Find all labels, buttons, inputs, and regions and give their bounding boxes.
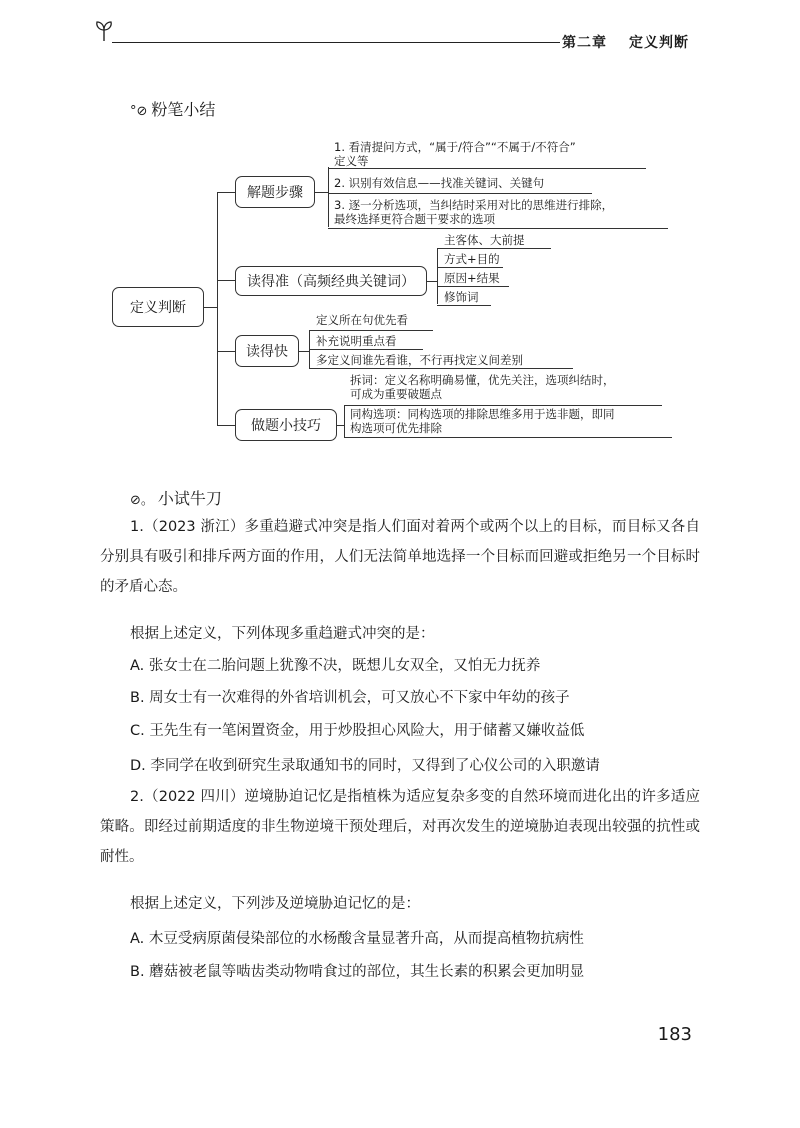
branch-node: [235, 176, 315, 208]
leaf-item: [334, 198, 613, 226]
leaf-line: 拆词：定义名称明确易懂，优先关注，选项纠结时，: [350, 373, 615, 387]
leaf-item: [316, 334, 397, 348]
header-rule: [112, 42, 560, 43]
leaf-line: 1. 看清提问方式，“属于/符合”“不属于/不符合”: [334, 140, 576, 154]
option-b: B. 周女士有一次难得的外省培训机会，可又放心不下家中年幼的孩子: [130, 690, 570, 706]
leaf-item: [444, 271, 500, 285]
pen-icon: ⊘。: [130, 493, 154, 508]
question-2-stem: 2.（2022 四川）逆境胁迫记忆是指植株为适应复杂多变的自然环境而进化出的许多适应策略。即经过前期适度的非生物逆境干预处理后，对再次发生的逆境胁迫表现出较强的抗性或耐性。: [100, 789, 700, 865]
chalk-icon: °⊘: [130, 104, 148, 119]
leaf-underline: [309, 349, 423, 350]
leaf-line: 定义所在句优先看: [316, 313, 408, 327]
leaf-underline: [437, 286, 509, 287]
leaf-line: 方式+目的: [444, 252, 500, 266]
leaf-underline: [437, 267, 503, 268]
branch-node: [235, 266, 427, 296]
practice-heading: [130, 486, 222, 509]
chapter-title: 定义判断: [629, 35, 689, 51]
leaf-bracket: [437, 248, 438, 304]
option-a: A. 木豆受病原菌侵染部位的水杨酸含量显著升高，从而提高植物抗病性: [130, 931, 584, 947]
branch-connector: [217, 351, 235, 352]
leaf-underline: [344, 405, 662, 406]
leaf-item: [316, 313, 408, 327]
root-node: [112, 287, 204, 327]
leaf-underline: [328, 193, 592, 194]
branch-label: 解题步骤: [247, 185, 303, 201]
leaf-underline: [328, 228, 668, 229]
question-1-stem: 1.（2023 浙江）多重趋避式冲突是指人们面对着两个或两个以上的目标，而目标又各自分别具有吸引和排斥两方面的作用，人们无法简单地选择一个目标而回避或拒绝另一个目标时的矛盾心态。: [100, 519, 700, 595]
leaf-line: 同构选项：同构选项的排除思维多用于选非题，即同: [350, 407, 615, 421]
chapter-label: 第二章: [562, 35, 607, 51]
question-2-prompt: 根据上述定义，下列涉及逆境胁迫记忆的是：: [130, 896, 420, 912]
leaf-bracket: [328, 167, 329, 227]
branch-label: 读得准（高频经典关键词）: [247, 274, 415, 290]
leaf-item: [316, 353, 523, 367]
option-a: A. 张女士在二胎问题上犹豫不决，既想儿女双全，又怕无力抚养: [130, 658, 541, 674]
leaf-line: 原因+结果: [444, 271, 500, 285]
leaf-item: [334, 176, 544, 190]
branch-node: [235, 409, 337, 441]
leaf-underline: [344, 437, 672, 438]
option-b: B. 蘑菇被老鼠等啮齿类动物啃食过的部位，其生长素的积累会更加明显: [130, 964, 585, 980]
leaf-line: 可成为重要破题点: [350, 387, 442, 401]
leaf-item: [350, 373, 615, 401]
leaf-line: 修饰词: [444, 290, 479, 304]
root-connector: [204, 307, 218, 308]
leaf-underline: [328, 168, 646, 169]
leaf-item: [444, 233, 525, 247]
option-d: D. 李同学在收到研究生录取通知书的同时，又得到了心仪公司的入职邀请: [130, 758, 600, 774]
leaf-underline: [437, 248, 551, 249]
leaf-line: 补充说明重点看: [316, 334, 397, 348]
leaf-underline: [309, 330, 433, 331]
practice-title: 小试牛刀: [157, 489, 222, 508]
leaf-line: 2. 识别有效信息——找准关键词、关键句: [334, 176, 545, 190]
leaf-line: 构选项可优先排除: [350, 421, 442, 435]
branch-connector: [217, 192, 235, 193]
leaf-underline: [437, 305, 491, 306]
page-number: 183: [657, 1024, 692, 1045]
branch-node: [235, 335, 299, 367]
leaf-line: 主客体、大前提: [444, 233, 525, 247]
branch-connector: [217, 280, 235, 281]
leaf-item: [350, 407, 615, 435]
summary-heading: [130, 97, 215, 120]
branch-connector: [217, 425, 235, 426]
summary-title: 粉笔小结: [151, 100, 216, 119]
leaf-line: 多定义间谁先看谁，不行再找定义间差别: [316, 353, 523, 367]
leaf-item: [444, 290, 479, 304]
leaf-bracket: [344, 405, 345, 437]
leaf-line: 3. 逐一分析选项，当纠结时采用对比的思维进行排除，: [334, 198, 614, 212]
leaf-line: 最终选择更符合题干要求的选项: [334, 212, 495, 226]
leaf-line: 定义等: [334, 154, 369, 168]
branch-label: 做题小技巧: [251, 418, 321, 434]
leaf-item: [334, 140, 576, 168]
root-label: 定义判断: [130, 300, 186, 316]
branch-label: 读得快: [246, 344, 288, 360]
leaf-item: [444, 252, 500, 266]
option-c: C. 王先生有一笔闲置资金，用于炒股担心风险大，用于储蓄又嫌收益低: [130, 723, 585, 739]
running-header: [562, 32, 689, 52]
trunk-line: [217, 192, 218, 425]
branch-connector: [315, 192, 329, 193]
question-1-prompt: 根据上述定义，下列体现多重趋避式冲突的是：: [130, 626, 435, 642]
leaf-underline: [309, 368, 573, 369]
